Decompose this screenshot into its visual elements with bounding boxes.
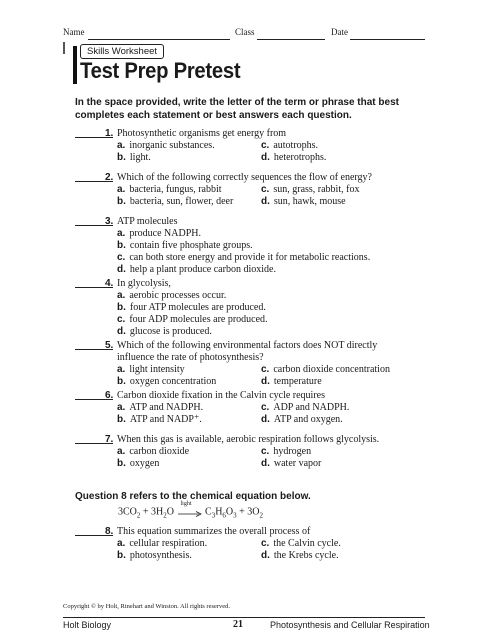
option-text: glucose is produced.	[129, 326, 212, 337]
option-letter: d.	[261, 196, 270, 207]
option	[261, 364, 390, 376]
option-text: four ATP molecules are produced.	[129, 302, 266, 313]
option-text: aerobic processes occur.	[129, 290, 227, 301]
option	[117, 326, 212, 338]
option-letter: d.	[261, 376, 270, 387]
footer-divider	[63, 617, 425, 618]
option-text: temperature	[273, 376, 322, 387]
option-letter: d.	[261, 550, 270, 561]
option	[117, 228, 201, 240]
option-text: autotrophs.	[273, 140, 319, 151]
worksheet-tab: Skills Worksheet	[80, 44, 164, 59]
option-text: four ADP molecules are produced.	[129, 314, 268, 325]
option-letter: d.	[261, 414, 270, 425]
option	[261, 152, 326, 164]
option-letter: a.	[117, 290, 126, 301]
option-text: sun, grass, rabbit, fox	[273, 184, 360, 195]
name-label: Name	[63, 27, 85, 37]
option	[261, 184, 359, 196]
option	[117, 240, 253, 252]
option-text: hydrogen	[273, 446, 312, 457]
option-letter: a.	[117, 184, 126, 195]
option	[261, 196, 346, 208]
option-text: light.	[129, 152, 151, 163]
option-letter: d.	[117, 264, 126, 275]
name-line[interactable]	[88, 39, 230, 40]
option-text: carbon dioxide	[129, 446, 190, 457]
option	[117, 184, 222, 196]
question-text: Which of the following environmental factors does NOT directly	[117, 340, 378, 351]
option	[261, 538, 341, 550]
option-letter: b.	[117, 196, 126, 207]
option-letter: d.	[261, 152, 270, 163]
option-text: the Krebs cycle.	[273, 550, 339, 561]
question-number: 8.	[105, 526, 114, 537]
option-letter: a.	[117, 364, 126, 375]
question-number: 6.	[105, 390, 114, 401]
option	[117, 376, 216, 388]
question-text: When this gas is available, aerobic respiration follows glycolysis.	[117, 434, 380, 445]
option-letter: b.	[117, 458, 126, 469]
option	[117, 302, 266, 314]
question-text-cont: influence the rate of photosynthesis?	[117, 352, 264, 363]
option-text: carbon dioxide concentration	[273, 364, 390, 375]
chemical-equation: $3CO_2 + 3H_2O$ light $C_3H_6O_3 + 3O_2$	[118, 501, 264, 520]
footer-book-title: Holt Biology	[63, 620, 112, 630]
section-heading: Question 8 refers to the chemical equation below.	[75, 491, 311, 502]
option-letter: b.	[117, 240, 126, 251]
footer-chapter-title: Photosynthesis and Cellular Respiration	[270, 620, 430, 630]
option-text: oxygen	[129, 458, 160, 469]
class-line[interactable]	[257, 39, 325, 40]
option-text: the Calvin cycle.	[273, 538, 341, 549]
option	[117, 446, 189, 458]
option	[117, 152, 151, 164]
question-number: 4.	[105, 278, 114, 289]
option	[261, 550, 339, 562]
option	[117, 538, 207, 550]
option-text: can both store energy and provide it for metabolic reactions.	[129, 252, 371, 263]
option	[261, 140, 318, 152]
title-bar	[73, 46, 77, 84]
option	[117, 458, 159, 470]
margin-tick	[63, 42, 65, 54]
question-text: Which of the following correctly sequences the flow of energy?	[117, 172, 372, 183]
question-number: 5.	[105, 340, 114, 351]
option-text: bacteria, sun, flower, deer	[129, 196, 234, 207]
question-number: 7.	[105, 434, 114, 445]
option	[261, 414, 343, 426]
option-letter: c.	[261, 538, 270, 549]
option-text: heterotrophs.	[273, 152, 327, 163]
option-text: contain five phosphate groups.	[129, 240, 253, 251]
question-text: Carbon dioxide fixation in the Calvin cycle requires	[117, 390, 325, 401]
option-text: ADP and NADPH.	[273, 402, 350, 413]
question-text: Photosynthetic organisms get energy from	[117, 128, 287, 139]
option-text: oxygen concentration	[129, 376, 217, 387]
option-text: ATP and NADP⁺.	[129, 414, 202, 425]
option-letter: b.	[117, 414, 126, 425]
question-number: 2.	[105, 172, 114, 183]
option	[261, 458, 321, 470]
option-text: water vapor	[273, 458, 322, 469]
option-letter: c.	[261, 184, 270, 195]
option-letter: c.	[117, 314, 126, 325]
option-letter: b.	[117, 376, 126, 387]
option-text: sun, hawk, mouse	[273, 196, 346, 207]
option-letter: b.	[117, 152, 126, 163]
option-letter: d.	[117, 326, 126, 337]
option-text: photosynthesis.	[129, 550, 192, 561]
page-title: Test Prep Pretest	[80, 58, 241, 83]
option	[117, 414, 202, 426]
option	[261, 402, 349, 414]
option	[117, 290, 226, 302]
reaction-arrow-icon: light	[177, 506, 203, 518]
option	[117, 314, 268, 326]
option-text: help a plant produce carbon dioxide.	[129, 264, 276, 275]
option-text: produce NADPH.	[129, 228, 201, 239]
copyright-notice: Copyright © by Holt, Rinehart and Winston. All rights reserved.	[63, 603, 231, 610]
option-letter: a.	[117, 228, 126, 239]
option	[261, 376, 322, 388]
option-letter: c.	[261, 364, 270, 375]
option-letter: c.	[117, 252, 126, 263]
option-text: light intensity	[129, 364, 185, 375]
option-letter: d.	[261, 458, 270, 469]
option-letter: a.	[117, 446, 126, 457]
option-letter: c.	[261, 402, 270, 413]
question-text: In glycolysis,	[117, 278, 171, 289]
class-label: Class	[235, 27, 255, 37]
question-number: 3.	[105, 216, 114, 227]
question-number: 1.	[105, 128, 114, 139]
option-letter: b.	[117, 302, 126, 313]
option-letter: b.	[117, 550, 126, 561]
option	[117, 196, 233, 208]
option-text: bacteria, fungus, rabbit	[129, 184, 222, 195]
option	[117, 402, 203, 414]
option	[117, 252, 370, 264]
option-text: ATP and oxygen.	[273, 414, 343, 425]
option	[261, 446, 311, 458]
option	[117, 140, 215, 152]
option-text: cellular respiration.	[129, 538, 208, 549]
option-letter: a.	[117, 402, 126, 413]
instructions: In the space provided, write the letter of the term or phrase that best completes each statement or best answers each question.	[75, 97, 399, 121]
option	[117, 550, 192, 562]
option	[117, 364, 185, 376]
option-letter: c.	[261, 446, 270, 457]
question-text: This equation summarizes the overall process of	[117, 526, 311, 537]
option-text: inorganic substances.	[129, 140, 215, 151]
page-number: 21	[233, 619, 243, 630]
date-line[interactable]	[350, 39, 425, 40]
option-text: ATP and NADPH.	[129, 402, 204, 413]
option	[117, 264, 276, 276]
date-label: Date	[331, 27, 348, 37]
option-letter: a.	[117, 140, 126, 151]
question-text: ATP molecules	[117, 216, 178, 227]
option-letter: a.	[117, 538, 126, 549]
option-letter: c.	[261, 140, 270, 151]
